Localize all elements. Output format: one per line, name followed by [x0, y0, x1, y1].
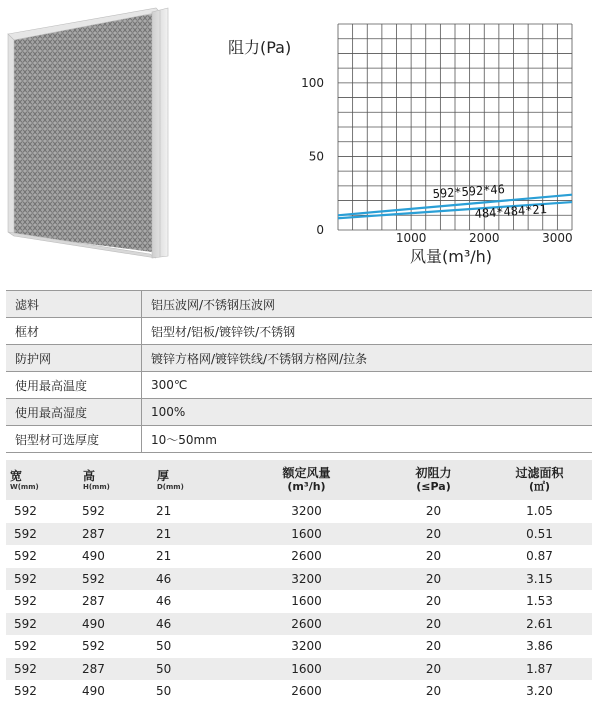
col-filter-area-title: 过滤面积	[515, 466, 564, 480]
cell-filter-area: 1.05	[487, 500, 592, 523]
cell-initial-resistance: 20	[380, 635, 487, 658]
cell-rated-airflow: 1600	[233, 523, 380, 546]
cell-width: 592	[6, 635, 82, 658]
filter-product-photo	[0, 0, 200, 270]
spec-row	[6, 318, 592, 345]
cell-depth: 46	[156, 568, 233, 591]
cell-initial-resistance: 20	[380, 523, 487, 546]
y-tick-label: 50	[308, 149, 324, 164]
x-tick-label: 1000	[395, 231, 427, 245]
cell-initial-resistance: 20	[380, 500, 487, 523]
cell-height: 490	[82, 680, 156, 703]
table-row	[6, 568, 592, 591]
spec-label: 铝型材可选厚度	[6, 426, 142, 453]
spec-value: 铝压波网/不锈钢压波网	[142, 291, 593, 318]
cell-filter-area: 0.87	[487, 545, 592, 568]
cell-height: 490	[82, 545, 156, 568]
table-row	[6, 545, 592, 568]
spec-label: 使用最高温度	[6, 372, 142, 399]
spec-table	[6, 290, 592, 453]
spec-row	[6, 345, 592, 372]
cell-height: 287	[82, 658, 156, 681]
col-filter-area-unit: (㎡)	[528, 480, 551, 493]
y-tick-label: 100	[301, 75, 324, 90]
cell-height: 592	[82, 500, 156, 523]
cell-height: 592	[82, 635, 156, 658]
cell-height: 490	[82, 613, 156, 636]
col-width-unit: W(mm)	[10, 482, 39, 491]
cell-filter-area: 2.61	[487, 613, 592, 636]
col-depth-title: 厚	[157, 468, 170, 483]
cell-depth: 21	[156, 500, 233, 523]
col-width	[6, 460, 82, 500]
cell-width: 592	[6, 545, 82, 568]
cell-width: 592	[6, 658, 82, 681]
col-initial-resistance-title: 初阻力	[415, 466, 452, 480]
cell-rated-airflow: 3200	[233, 568, 380, 591]
spec-row	[6, 399, 592, 426]
cell-filter-area: 1.87	[487, 658, 592, 681]
y-tick-label: 0	[316, 223, 324, 237]
cell-rated-airflow: 1600	[233, 658, 380, 681]
cell-depth: 50	[156, 680, 233, 703]
cell-filter-area: 3.15	[487, 568, 592, 591]
cell-rated-airflow: 3200	[233, 635, 380, 658]
spec-label: 防护网	[6, 345, 142, 372]
cell-rated-airflow: 2600	[233, 545, 380, 568]
col-height-unit: H(mm)	[83, 482, 110, 491]
spec-value: 300℃	[142, 372, 593, 399]
cell-height: 287	[82, 523, 156, 546]
cell-width: 592	[6, 590, 82, 613]
cell-initial-resistance: 20	[380, 680, 487, 703]
col-depth-unit: D(mm)	[157, 482, 184, 491]
y-axis-label: 阻力(Pa)	[228, 38, 292, 57]
spec-row	[6, 291, 592, 318]
x-tick-label: 3000	[542, 231, 573, 245]
cell-width: 592	[6, 613, 82, 636]
col-rated-airflow	[233, 460, 380, 500]
spec-row	[6, 426, 592, 453]
cell-initial-resistance: 20	[380, 658, 487, 681]
series-label: 592*592*46	[432, 181, 506, 201]
cell-depth: 21	[156, 523, 233, 546]
table-row	[6, 500, 592, 523]
spec-label: 滤料	[6, 291, 142, 318]
spec-value: 100%	[142, 399, 593, 426]
cell-rated-airflow: 2600	[233, 613, 380, 636]
cell-width: 592	[6, 523, 82, 546]
cell-width: 592	[6, 500, 82, 523]
table-row	[6, 635, 592, 658]
col-depth	[156, 460, 233, 500]
col-width-title: 宽	[10, 468, 23, 483]
cell-initial-resistance: 20	[380, 613, 487, 636]
cell-filter-area: 3.20	[487, 680, 592, 703]
spec-label: 框材	[6, 318, 142, 345]
y-axis-ticks	[301, 76, 324, 237]
spec-row	[6, 372, 592, 399]
cell-width: 592	[6, 680, 82, 703]
resistance-airflow-chart	[228, 0, 600, 270]
col-height	[82, 460, 156, 500]
cell-rated-airflow: 2600	[233, 680, 380, 703]
col-rated-airflow-title: 额定风量	[282, 466, 331, 480]
col-initial-resistance	[380, 460, 487, 500]
col-initial-resistance-unit: (≤Pa)	[416, 480, 451, 493]
table-row	[6, 658, 592, 681]
cell-filter-area: 0.51	[487, 523, 592, 546]
cell-rated-airflow: 1600	[233, 590, 380, 613]
table-row	[6, 613, 592, 636]
spec-value: 10～50mm	[142, 426, 593, 453]
cell-height: 287	[82, 590, 156, 613]
cell-initial-resistance: 20	[380, 545, 487, 568]
cell-filter-area: 3.86	[487, 635, 592, 658]
cell-depth: 50	[156, 635, 233, 658]
cell-rated-airflow: 3200	[233, 500, 380, 523]
cell-depth: 50	[156, 658, 233, 681]
cell-width: 592	[6, 568, 82, 591]
table-row	[6, 523, 592, 546]
x-tick-label: 2000	[468, 231, 500, 245]
cell-height: 592	[82, 568, 156, 591]
col-rated-airflow-unit: (m³/h)	[287, 480, 326, 493]
cell-initial-resistance: 20	[380, 590, 487, 613]
cell-depth: 21	[156, 545, 233, 568]
series-label: 484*484*21	[474, 201, 548, 221]
spec-value: 铝型材/铝板/镀锌铁/不锈钢	[142, 318, 593, 345]
cell-initial-resistance: 20	[380, 568, 487, 591]
cell-depth: 46	[156, 590, 233, 613]
cell-filter-area: 1.53	[487, 590, 592, 613]
spec-value: 镀锌方格网/镀锌铁线/不锈钢方格网/拉条	[142, 345, 593, 372]
col-filter-area	[487, 460, 592, 500]
x-axis-ticks	[396, 231, 573, 245]
table-row	[6, 590, 592, 613]
col-height-title: 高	[83, 468, 96, 483]
x-axis-label: 风量(m³/h)	[410, 247, 493, 266]
cell-depth: 46	[156, 613, 233, 636]
size-table	[6, 460, 592, 703]
spec-label: 使用最高湿度	[6, 399, 142, 426]
table-row	[6, 680, 592, 703]
